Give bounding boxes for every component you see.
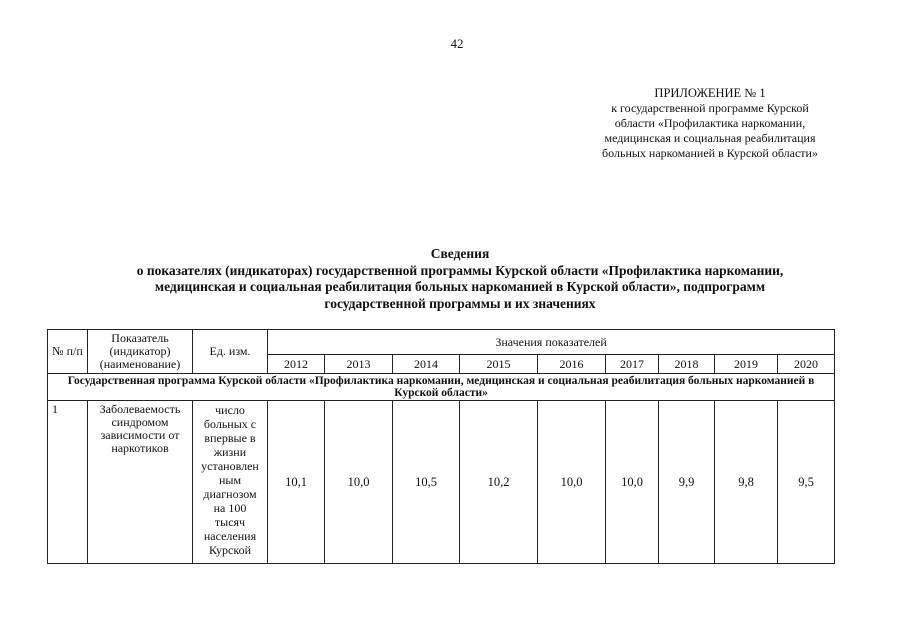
row-unit: число больных с впервые в жизни установлен ным диагнозом на 100 тысяч населения Курской — [201, 403, 259, 557]
row-value: 10,1 — [268, 401, 325, 564]
section-title: Государственная программа Курской области «Профилактика наркомании, медицинская и социальная реабилитация больных наркоманией в Курской области» — [48, 374, 835, 401]
indicators-table — [47, 329, 835, 564]
header-values: Значения показателей — [268, 330, 835, 355]
row-value: 9,8 — [715, 401, 778, 564]
row-value: 10,0 — [325, 401, 393, 564]
page-number: 42 — [450, 36, 464, 51]
header-year: 2018 — [659, 355, 715, 374]
header-num: № п/п — [48, 330, 88, 374]
header-year: 2013 — [325, 355, 393, 374]
title-line: о показателях (индикаторах) государственной программы Курской области «Профилактика наркомании, — [136, 262, 784, 278]
row-value: 10,0 — [606, 401, 659, 564]
title-line: медицинская и социальная реабилитация больных наркоманией в Курской области», подпрограмм — [154, 279, 766, 294]
appendix-line: области «Профилактика наркомании, — [614, 116, 806, 130]
header-year: 2019 — [715, 355, 778, 374]
row-indicator: Заболеваемость синдромом зависимости от наркотиков — [88, 401, 193, 564]
row-value: 9,9 — [659, 401, 715, 564]
row-value: 10,2 — [460, 401, 538, 564]
appendix-heading: ПРИЛОЖЕНИЕ № 1 — [654, 86, 766, 100]
title-line: государственной программы и их значениях — [324, 295, 596, 311]
header-year: 2012 — [268, 355, 325, 374]
header-year: 2016 — [538, 355, 606, 374]
appendix-line: больных наркоманией в Курской области» — [602, 146, 818, 160]
table-row — [48, 401, 835, 564]
header-year: 2020 — [778, 355, 835, 374]
header-year: 2015 — [460, 355, 538, 374]
row-unit-cell — [193, 401, 268, 564]
row-num: 1 — [48, 401, 88, 564]
header-year: 2014 — [393, 355, 460, 374]
header-year: 2017 — [606, 355, 659, 374]
document-title — [60, 246, 860, 312]
appendix-line: медицинская и социальная реабилитация — [604, 131, 816, 145]
title-line: Сведения — [430, 246, 490, 261]
appendix-line: к государственной программе Курской — [611, 101, 809, 115]
appendix-note — [575, 86, 845, 161]
header-indicator: Показатель (индикатор) (наименование) — [88, 330, 193, 374]
row-value: 9,5 — [778, 401, 835, 564]
row-value: 10,0 — [538, 401, 606, 564]
row-value: 10,5 — [393, 401, 460, 564]
header-unit: Ед. изм. — [193, 330, 268, 374]
